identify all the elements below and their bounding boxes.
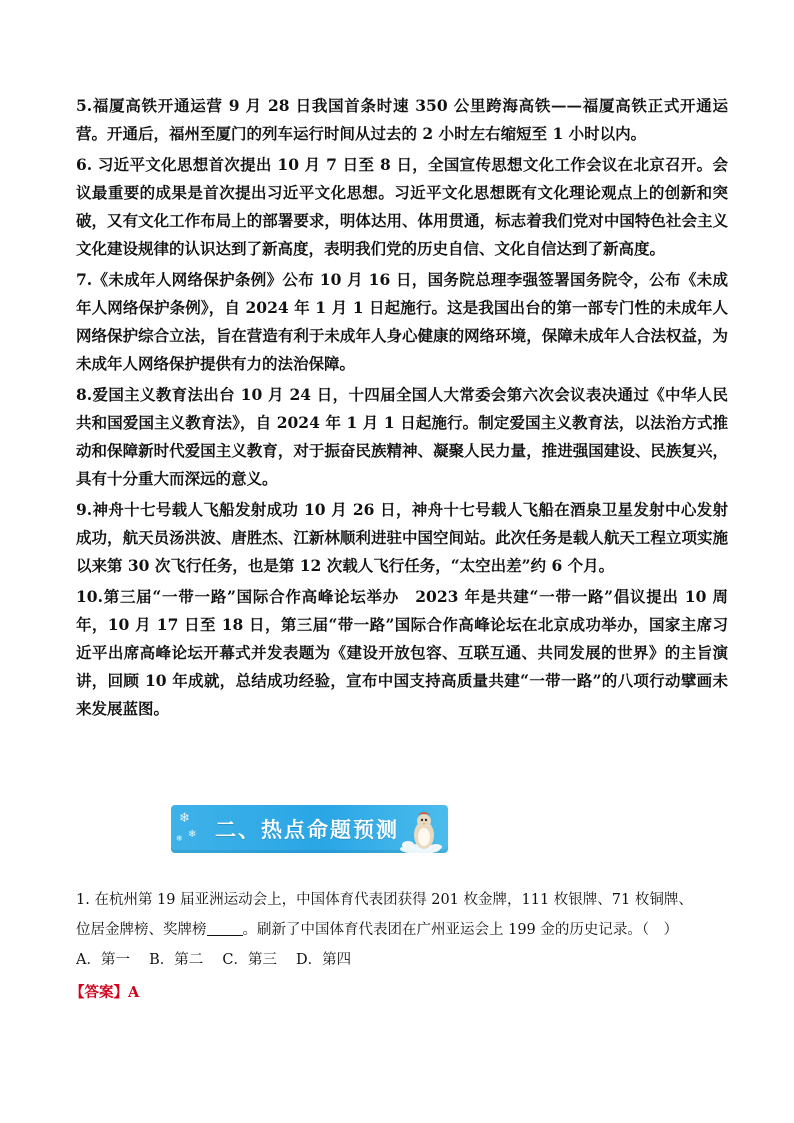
news-item: 6. 习近平文化思想首次提出 10 月 7 日至 8 日，全国宣传思想文化工作会议在北京召开。会议最重要的成果是首次提出习近平文化思想。习近平文化思想既有文化理论观点上的创新和突破，又有文化工作布局上的部署要求，明体达用、体用贯通，标志着我们党对中国特色社会主义文化建设规律的认识达到了新高度，表明我们党的历史自信、文化自信达到了新高度。	[76, 155, 728, 258]
news-item: 8.爱国主义教育法出台 10 月 24 日，十四届全国人大常委会第六次会议表决通过《中华人民共和国爱国主义教育法》，自 2024 年 1 月 1 日起施行。制定爱国主义教育法，以法治方式推动和保障新时代爱国主义教育，对于振奋民族精神、凝聚人民力量，推进强国建设、民族复兴，具有十分重大而深远的意义。	[76, 385, 728, 488]
answer-label: 【答案】A	[70, 984, 140, 1001]
question-stem-before-blank: 位居金牌榜、奖牌榜	[76, 922, 207, 938]
news-list	[76, 92, 728, 726]
news-item: 9.神舟十七号载人飞船发射成功 10 月 26 日，神舟十七号载人飞船在酒泉卫星发射中心发射成功，航天员汤洪波、唐胜杰、江新林顺利进驻中国空间站。此次任务是载人航天工程立项实施以来第 30 次飞行任务，也是第 12 次载人飞行任务，“太空出差”约 6 个月。	[76, 500, 728, 575]
question-stem-line2	[76, 915, 736, 945]
snowflake-icon: ❄	[176, 834, 183, 843]
section-banner	[171, 805, 448, 853]
news-item: 10.第三届“一带一路”国际合作高峰论坛举办 2023 年是共建“一带一路”倡议提出 10 周年，10 月 17 日至 18 日，第三届“带一路”国际合作高峰论坛在北京成功举办，国家主席习近平出席高峰论坛开幕式并发表题为《建设开放包容、互联互通、共同发展的世界》的主旨演讲，回顾 10 年成就，总结成功经验，宣布中国支持高质量共建“一带一路”的八项行动擘画未来发展蓝图。	[76, 587, 728, 718]
question-stem-after-blank: 。刷新了中国体育代表团在广州亚运会上 199 金的历史记录。（ ）	[242, 922, 679, 938]
question-block	[76, 885, 736, 975]
question-options: A．第一 B．第二 C．第三 D．第四	[76, 952, 352, 968]
snowflake-icon: ❄	[179, 811, 190, 826]
news-item: 5.福厦高铁开通运营 9 月 28 日我国首条时速 350 公里跨海高铁——福厦高铁正式开通运营。开通后，福州至厦门的列车运行时间从过去的 2 小时左右缩短至 1 小时以内。	[76, 96, 728, 143]
news-item: 7.《未成年人网络保护条例》公布 10 月 16 日，国务院总理李强签署国务院令，公布《未成年人网络保护条例》，自 2024 年 1 月 1 日起施行。这是我国出台的第一部专门性的未成年人网络保护综合立法，旨在营造有利于未成年人身心健康的网络环境，保障未成年人合法权益，为未成年人网络保护提供有力的法治保障。	[76, 270, 728, 373]
penguin-figure-icon	[398, 807, 444, 853]
question-stem-line1: 1. 在杭州第 19 届亚洲运动会上，中国体育代表团获得 201 枚金牌，111 枚银牌、71 枚铜牌、	[76, 892, 693, 908]
section-title: 二、热点命题预测	[215, 818, 399, 842]
snowflake-icon: ❄	[188, 829, 197, 840]
answer-blank	[207, 921, 243, 936]
